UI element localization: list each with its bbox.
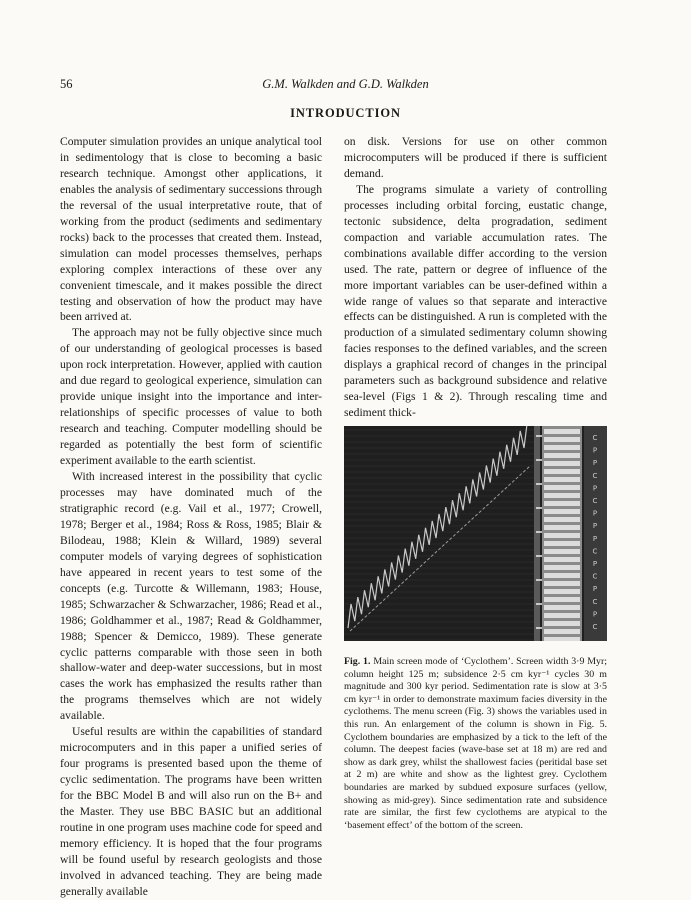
column-label: P xyxy=(592,522,598,531)
column-stripe xyxy=(544,525,580,530)
figure-caption xyxy=(344,656,607,832)
column-label: P xyxy=(592,484,598,493)
paragraph: The approach may not be fully objective since much of our understanding of geological processes is based upon rock interpretation. However, applied with caution and due regard to geological experience, simulation can provide unique insight into the importance and inter-relationships of specific processes of value to both research and teaching. Computer modelling should be regarded as potentially the best form of scientific experiment available to the earth scientist. xyxy=(60,326,322,468)
right-column xyxy=(344,134,607,421)
column-stripe xyxy=(544,573,580,578)
column-label: P xyxy=(592,509,598,518)
column-label: C xyxy=(592,434,598,442)
column-stripe xyxy=(544,477,580,482)
column-label: C xyxy=(592,471,598,480)
column-label: C xyxy=(592,572,598,581)
column-stripe xyxy=(544,453,580,458)
column-stripe xyxy=(544,589,580,594)
column-stripe xyxy=(544,437,580,442)
column-stripe xyxy=(544,557,580,562)
paragraph: With increased interest in the possibility that cyclic processes may have dominated much of the stratigraphic record (e.g. Vail et al., 1977; Crowell, 1978; Berger et al., 1984; Ross & Ross, 1985; Blair & Bilodeau, 1988; Klein & Willard, 1989) several computer models of varying degrees of sophistication have appeared in recent years to test some of the concepts (e.g. Turcotte & Willemann, 1983; House, 1985; Schwarzacher & Schwarzacher, 1986; Read et al., 1986; Goldhammer et al., 1987; Read & Goldhammer, 1988; Spencer & Demicco, 1989). These generate cyclic patterns comparable with those seen in both shallow-water and deep-water successions, but in most cases the work has emphasized the results rather than the programs themselves which are not widely available. xyxy=(60,470,322,723)
column-stripe xyxy=(544,493,580,498)
column-stripe xyxy=(544,621,580,626)
column-label: P xyxy=(592,534,598,543)
column-stripe xyxy=(544,597,580,602)
column-label: C xyxy=(592,597,598,606)
column-stripe xyxy=(544,445,580,450)
column-label: C xyxy=(592,623,598,631)
figure-label: Fig. 1. xyxy=(344,656,371,667)
column-label: C xyxy=(592,547,598,556)
column-label: P xyxy=(592,610,598,619)
column-stripe xyxy=(544,509,580,514)
column-stripe xyxy=(544,533,580,538)
paragraph: The programs simulate a variety of controlling processes including orbital forcing, eustatic change, tectonic subsidence, delta progradation, sediment compaction and variable accumulation rates. The combinations available differ according to the version used. The rate, pattern or degree of influence of the more important variables can be user-defined within a wide range of values so that separate and interactive effects can be distinguished. A run is completed with the production of a simulated sedimentary column showing facies responses to the defined variables, and the screen displays a graphical record of changes in the principal parameters such as background subsidence and relative sea-level (Figs 1 & 2). Through rescaling time and sediment thick- xyxy=(344,182,607,420)
column-stripe xyxy=(544,581,580,586)
paragraph: Useful results are within the capabilities of standard microcomputers and in this paper a unified series of four programs is presented based upon the theme of cyclic sedimentation. The programs have been written for the BBC Model B and will also run on the B+ and the Master. They use BBC BASIC but an additional routine in one program uses machine code for speed and memory efficiency. It is hoped that the four programs will be found useful by research geologists and those involved in advanced teaching. They are being made generally available xyxy=(60,725,322,898)
column-stripe xyxy=(544,549,580,554)
column-label: P xyxy=(592,560,598,568)
column-stripe xyxy=(544,461,580,466)
column-stripe xyxy=(544,517,580,522)
cyclothem-screen-image xyxy=(344,426,607,641)
running-head: G.M. Walkden and G.D. Walkden xyxy=(262,77,429,91)
figure-screenshot xyxy=(344,426,607,641)
paragraph: Computer simulation provides an unique analytical tool in sedimentology that is close to becoming a basic research technique. Amongst other applications, it enables the analysis of sedimentary successions through the reversal of the usual interpretative route, that of working from the product (sediments and sedimentary rocks) back to the processes that created them. Instead, simulation can model processes themselves, perhaps exploring complex interactions of these over any convenient timescale, and it makes possible the direct testing and observation of how the product may have been arrived at. xyxy=(60,135,322,324)
column-label: P xyxy=(592,585,598,594)
column-stripe xyxy=(544,605,580,610)
column-label: P xyxy=(592,459,598,468)
column-stripe xyxy=(544,469,580,474)
column-stripe xyxy=(544,565,580,570)
paragraph: on disk. Versions for use on other common microcomputers will be produced if there is sufficient demand. xyxy=(344,135,607,180)
column-stripe xyxy=(544,629,580,634)
column-stripe xyxy=(544,429,580,434)
column-stripe xyxy=(544,501,580,506)
column-stripe xyxy=(544,541,580,546)
page-number: 56 xyxy=(60,77,73,91)
column-label: C xyxy=(592,497,598,505)
section-title: INTRODUCTION xyxy=(290,106,401,120)
column-label: P xyxy=(592,446,598,455)
separator-bar xyxy=(534,426,540,641)
left-column xyxy=(60,134,322,900)
column-stripe xyxy=(544,613,580,618)
column-stripe xyxy=(544,637,580,641)
figure-caption-text: Main screen mode of ‘Cyclothem’. Screen width 3·9 Myr; column height 125 m; subsidence 2·5 cm kyr⁻¹ cycles 30 m magnitude and 300 kyr period. Sedimentation rate is slow at 3·5 cm kyr⁻¹ in order to demonstrate maximum facies diversity in the cyclothems. The menu screen (Fig. 3) shows the variables used in this run. An enlargement of the column is shown in Fig. 5. Cyclothem boundaries are emphasized by a tick to the left of the column. The deepest facies (wave-base set at 18 m) are red and show as dark grey, whilst the shallowest facies (peritidal base set at 2 m) are white and show as the lightest grey. Cyclothem boundaries are marked by subdued exposure surfaces (yellow, showing as mid-grey). Since sedimentation rate and subsidence rate are similar, the first few cyclothems are atypical to the ‘basement effect’ of the bottom of the screen. xyxy=(344,656,608,831)
column-stripe xyxy=(544,485,580,490)
